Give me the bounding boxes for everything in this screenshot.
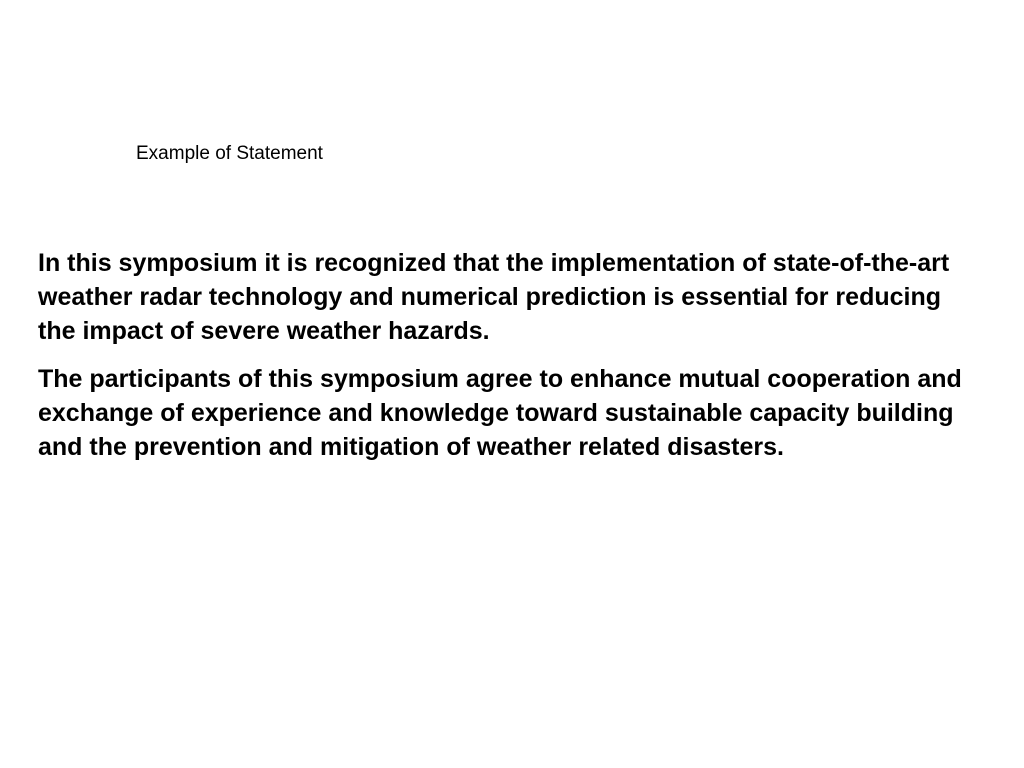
statement-body: [38, 246, 983, 478]
slide-title: Example of Statement: [136, 143, 323, 164]
statement-paragraph-1: In this symposium it is recognized that the implementation of state-of-the-art weather radar technology and numerical prediction is essential for reducing the impact of severe weather hazards.: [38, 249, 950, 345]
statement-paragraph-2: The participants of this symposium agree to enhance mutual cooperation and exchange of experience and knowledge toward sustainable capacity building and the prevention and mitigation of weather related disasters.: [38, 365, 962, 461]
